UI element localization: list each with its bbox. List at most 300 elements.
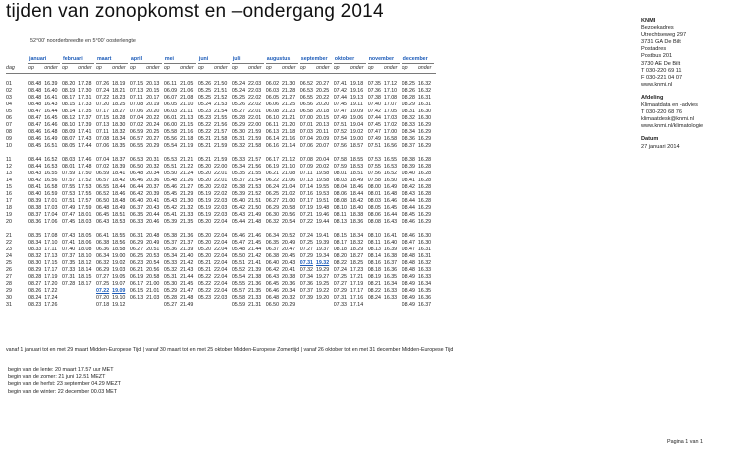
sunset-time: 22.04	[214, 274, 228, 280]
sunrise-time: 08.08	[333, 198, 347, 205]
sunset-time: 20.13	[315, 122, 330, 129]
sunrise-time: 07.53	[367, 156, 381, 163]
sunset-time: 20.45	[281, 253, 296, 260]
sunset-time: 17.55	[78, 191, 92, 198]
sunrise-time	[300, 260, 316, 267]
address-line: 3731 GA De Bilt	[641, 39, 681, 46]
sunset-time: 22.04	[214, 232, 228, 239]
sunset-time: 18.12	[78, 260, 92, 267]
onder-header: onder	[214, 64, 230, 74]
sunset-time: 19.39	[315, 239, 330, 246]
sunrise-time: 08.34	[401, 129, 415, 136]
sunrise-time: 08.05	[61, 143, 76, 149]
sunset-time: 20.58	[281, 205, 296, 211]
sidebar	[641, 18, 703, 151]
month-gap	[434, 253, 436, 260]
sunset-time: 17.22	[44, 287, 58, 294]
highlighted-time[interactable]: 07.22	[95, 287, 110, 294]
table-row	[6, 219, 436, 226]
sunrise-time: 06.37	[129, 205, 144, 211]
table-row	[6, 88, 436, 95]
sunset-time: 17.03	[383, 115, 398, 122]
op-header: op	[266, 64, 282, 74]
dept-line: T 030-220 68 76	[641, 109, 682, 116]
sunset-time: 20.04	[315, 156, 330, 163]
sunrise-time: 06.24	[265, 184, 280, 191]
sunset-time: 22.02	[248, 101, 262, 108]
sunrise-time: 08.15	[61, 101, 76, 108]
month-gap	[434, 157, 436, 164]
sunrise-time: 08.34	[28, 239, 42, 246]
sunset-time: 21.18	[281, 129, 296, 136]
sunset-time: 17.19	[44, 274, 58, 280]
sunrise-time: 05.38	[231, 184, 246, 191]
table-row	[6, 136, 436, 143]
address-line: F 030-221 04 07	[641, 74, 683, 81]
sunset-time: 20.37	[146, 184, 160, 191]
sunset-time: 16.29	[417, 122, 432, 129]
sunset-time: 21.18	[180, 136, 194, 142]
sunrise-time: 08.32	[28, 253, 42, 260]
sunrise-time: 07.34	[299, 274, 314, 280]
sunrise-time: 07.04	[299, 136, 314, 142]
day-number: 15	[6, 184, 12, 191]
date-title: Datum	[641, 136, 659, 143]
sunrise-time: 05.48	[231, 246, 246, 253]
month-gap	[434, 198, 436, 205]
sunrise-time: 06.58	[299, 108, 314, 115]
sunrise-time: 05.24	[231, 87, 246, 94]
sunset-time: 19.27	[315, 274, 330, 280]
sunrise-time	[198, 302, 214, 309]
sunrise-time: 06.52	[299, 81, 314, 87]
sunset-time: 20.29	[281, 301, 296, 308]
sunset-time: 21.29	[180, 191, 194, 198]
sunset-time: 21.54	[248, 177, 262, 184]
sunset-time: 16.45	[383, 205, 398, 211]
sunrise-time: 05.42	[163, 205, 178, 211]
sunset-time: 16.33	[383, 294, 398, 301]
sunset-time: 20.07	[315, 143, 330, 149]
month-gap	[434, 95, 436, 102]
sunrise-time: 07.29	[299, 253, 314, 260]
op-onder-header-row	[6, 64, 436, 74]
sunset-time: 19.20	[315, 294, 330, 301]
sunset-time: 19.02	[112, 260, 126, 267]
sunset-time: 18.35	[112, 143, 126, 149]
onder-header: onder	[248, 64, 264, 74]
sunset-time: 20.24	[146, 122, 160, 129]
sunrise-time: 07.49	[333, 115, 347, 122]
sunrise-time: 05.25	[197, 94, 212, 101]
sunset-time: 20.47	[281, 246, 296, 253]
org-name: KNMI	[641, 18, 656, 24]
sunset-time: 16.32	[417, 87, 432, 94]
sunrise-time: 06.48	[265, 294, 280, 301]
sunrise-time: 08.32	[401, 115, 415, 122]
sunset-time: 18.55	[112, 232, 126, 239]
sunrise-time: 05.36	[163, 246, 178, 253]
sunset-time: 20.27	[315, 81, 330, 87]
sunrise-time: 07.28	[61, 281, 76, 287]
sunrise-time: 08.22	[333, 260, 347, 267]
sunrise-time: 08.28	[28, 274, 42, 280]
sunrise-time: 06.44	[129, 184, 144, 191]
sunrise-time: 05.32	[163, 267, 178, 274]
sunset-time: 21.21	[281, 115, 296, 122]
sunset-time: 21.51	[248, 198, 262, 205]
sunrise-time: 08.43	[401, 191, 415, 198]
sunrise-time: 08.48	[401, 253, 415, 260]
sunrise-time: 05.58	[163, 129, 178, 136]
month-header-februari: februari	[62, 52, 94, 64]
sunrise-time: 06.36	[95, 246, 110, 253]
sunrise-time: 06.27	[129, 246, 144, 253]
sunset-time: 16.30	[417, 239, 432, 246]
sunset-time: 17.05	[383, 108, 398, 115]
sunrise-time: 05.54	[231, 274, 246, 280]
sunrise-time: 06.13	[265, 129, 280, 136]
sunset-time	[214, 302, 230, 309]
day-number: 16	[6, 191, 12, 198]
sunrise-time: 06.29	[129, 239, 144, 246]
sunset-time	[146, 302, 162, 309]
op-header: op	[402, 64, 418, 74]
sunrise-time: 06.32	[95, 260, 110, 267]
sunrise-time: 08.26	[401, 87, 415, 94]
table-row	[6, 95, 436, 102]
day-number: 14	[6, 177, 12, 184]
month-header-augustus: augustus	[266, 52, 298, 64]
sunset-time: 19.29	[315, 267, 330, 274]
sunrise-time: 07.02	[129, 122, 144, 129]
sunset-time: 21.49	[180, 301, 194, 308]
sunset-time: 22.03	[248, 81, 262, 87]
sunset-time: 21.40	[180, 253, 194, 260]
sunset-time: 19.25	[315, 281, 330, 287]
sunrise-time: 07.55	[367, 163, 381, 170]
sunset-time: 21.28	[281, 87, 296, 94]
sunrise-time: 07.20	[95, 294, 110, 301]
highlighted-time[interactable]: 19.32	[315, 260, 330, 267]
onder-header: onder	[112, 64, 128, 74]
sunset-time: 20.34	[281, 287, 296, 294]
table-row	[6, 212, 436, 219]
day-number: 29	[6, 287, 12, 294]
sunrise-time: 08.44	[28, 156, 42, 163]
sunset-time: 18.28	[112, 115, 126, 122]
highlighted-time[interactable]: 19.09	[112, 287, 126, 294]
sunrise-time: 07.35	[61, 260, 76, 267]
sunrise-time: 06.08	[265, 108, 280, 115]
sunset-time: 19.09	[349, 108, 364, 115]
month-header-row	[6, 52, 436, 64]
sunrise-time: 08.47	[28, 115, 42, 122]
sunset-time: 22.04	[214, 281, 228, 287]
sunset-time: 20.31	[146, 156, 160, 163]
sunset-time: 21.59	[248, 136, 262, 142]
sunrise-time: 06.27	[265, 198, 280, 205]
sunrise-time: 06.21	[265, 170, 280, 177]
sunset-time: 18.08	[78, 246, 92, 253]
sunset-time: 17.17	[44, 267, 58, 274]
month-header-november: november	[368, 52, 400, 64]
sunset-time: 20.17	[146, 94, 160, 101]
sunrise-time: 05.44	[231, 218, 246, 225]
sunrise-time: 08.48	[28, 94, 42, 101]
sunrise-time: 05.46	[231, 232, 246, 239]
sunrise-time: 06.34	[265, 232, 280, 239]
sunset-time: 17.02	[383, 122, 398, 129]
sunrise-time: 07.06	[95, 143, 110, 149]
day-number: 17	[6, 198, 12, 205]
sunrise-time: 06.48	[129, 170, 144, 177]
sunrise-time	[368, 302, 384, 309]
page-title: tijden van zonopkomst en –ondergang 2014	[6, 1, 384, 22]
sunset-time: 16.28	[417, 184, 432, 191]
sunrise-time: 08.10	[61, 122, 76, 129]
sunset-time: 18.06	[78, 239, 92, 246]
month-gap	[434, 184, 436, 191]
sunset-time: 17.30	[78, 87, 92, 94]
sunset-time: 17.31	[78, 94, 92, 101]
sunset-time: 17.57	[78, 198, 92, 205]
sunset-time: 21.39	[248, 267, 262, 274]
month-header-maart: maart	[96, 52, 128, 64]
header-spacer	[6, 52, 28, 64]
sunset-time: 21.27	[180, 184, 194, 191]
sunrise-time: 05.35	[231, 170, 246, 177]
sunset-time: 21.05	[180, 81, 194, 87]
sunset-time: 20.39	[146, 191, 160, 198]
op-header: op	[198, 64, 214, 74]
sunset-time: 21.45	[248, 239, 262, 246]
sunset-time: 20.58	[146, 274, 160, 280]
sunrise-time: 07.06	[129, 108, 144, 115]
sunset-time: 21.08	[180, 94, 194, 101]
sunset-time: 20.52	[281, 232, 296, 239]
sunset-time: 19.46	[315, 212, 330, 218]
sunrise-time: 08.48	[401, 260, 415, 267]
sunset-time: 19.58	[315, 177, 330, 184]
sunrise-time: 06.42	[265, 267, 280, 274]
sunrise-time: 06.25	[129, 253, 144, 260]
sunset-time: 19.51	[315, 198, 330, 205]
sunrise-time: 08.04	[333, 184, 347, 191]
sunset-time: 20.15	[315, 115, 330, 122]
day-number: 18	[6, 205, 12, 211]
sunset-time: 16.41	[383, 232, 398, 239]
address-line: T 030-220 69 11	[641, 67, 682, 74]
sunset-time: 21.59	[248, 129, 262, 136]
sunrise-time: 07.21	[299, 212, 314, 218]
sunrise-time: 08.49	[401, 294, 415, 301]
sunrise-time: 08.14	[367, 253, 381, 260]
sunrise-time: 05.58	[231, 294, 246, 301]
sunrise-time: 08.46	[28, 136, 42, 142]
sunrise-time: 06.03	[265, 87, 280, 94]
dept-line: Klimaatdata en -advies	[641, 102, 698, 109]
sunrise-time: 08.35	[28, 232, 42, 239]
sunrise-time: 06.55	[95, 184, 110, 191]
onder-header: onder	[180, 64, 196, 74]
sunset-time: 16.46	[44, 122, 58, 129]
sunrise-time: 06.11	[265, 122, 279, 129]
sunset-time: 16.29	[417, 143, 432, 149]
spacer-row	[6, 226, 436, 233]
table-row	[6, 102, 436, 109]
dept-line: www.knmi.nl/klimatologie	[641, 123, 704, 130]
sunset-time: 18.44	[349, 191, 364, 198]
sunrise-time: 08.06	[333, 191, 347, 198]
sunset-time: 18.30	[112, 122, 126, 129]
sunrise-time: 08.47	[401, 239, 415, 246]
sunset-time: 22.03	[214, 294, 228, 301]
sunrise-time: 08.11	[333, 212, 347, 218]
sunset-time: 17.15	[44, 260, 58, 267]
sunrise-time: 06.41	[95, 232, 110, 239]
sunset-time: 16.35	[417, 287, 432, 294]
sunset-time: 17.08	[383, 94, 398, 101]
sunset-time: 19.07	[112, 281, 126, 287]
sunrise-time: 07.53	[61, 191, 76, 198]
sunrise-time: 08.03	[367, 198, 381, 205]
sunrise-time: 06.50	[265, 301, 280, 308]
sunrise-time: 05.27	[163, 301, 178, 308]
sunset-time: 19.16	[349, 87, 364, 94]
sunrise-time: 08.48	[28, 87, 42, 94]
sunrise-time: 05.54	[163, 143, 178, 149]
sunrise-time: 08.48	[28, 81, 42, 87]
sunset-time: 20.02	[315, 163, 330, 170]
sunset-time: 20.49	[146, 239, 160, 246]
sunset-time: 16.28	[417, 170, 432, 177]
sunrise-time: 07.41	[61, 239, 76, 246]
table-row	[6, 129, 436, 136]
sunset-time: 20.13	[146, 81, 160, 87]
sunset-time: 18.42	[112, 177, 126, 184]
month-gap	[434, 295, 436, 302]
sunset-time: 16.33	[417, 274, 432, 280]
season-line: begin van de lente: 20 maart 17.57 uur MET	[8, 367, 114, 373]
sunset-time: 16.43	[44, 101, 58, 108]
sunrise-time: 05.21	[197, 260, 212, 267]
sunset-time: 21.35	[180, 218, 194, 225]
sunrise-time: 06.03	[163, 108, 178, 115]
sunrise-time: 06.46	[265, 287, 280, 294]
sunrise-time: 08.25	[401, 81, 415, 87]
address-line: Bezoekadres	[641, 25, 674, 32]
sunrise-time	[130, 302, 146, 309]
sunrise-time: 07.08	[95, 136, 110, 142]
sunrise-time: 05.31	[163, 274, 178, 280]
sunrise-time: 05.43	[231, 212, 246, 218]
sunset-time: 17.07	[383, 101, 398, 108]
month-header-oktober: oktober	[334, 52, 366, 64]
sunrise-time: 07.04	[129, 115, 144, 122]
sunrise-time: 07.44	[367, 115, 381, 122]
sunset-time: 22.04	[214, 239, 228, 246]
sunrise-time: 06.30	[265, 212, 280, 218]
month-gap	[434, 102, 436, 109]
sunrise-time: 05.30	[231, 129, 246, 136]
sunrise-time: 08.37	[401, 143, 415, 149]
sunset-time: 21.11	[180, 108, 193, 115]
sunset-time: 21.56	[248, 163, 262, 170]
sunset-time: 18.15	[78, 274, 92, 280]
sunset-time: 19.00	[112, 253, 126, 260]
sunset-time: 17.14	[349, 301, 364, 308]
sunrise-time: 07.37	[61, 253, 76, 260]
sunrise-time: 05.33	[163, 260, 178, 267]
sunset-time: 20.32	[281, 294, 296, 301]
sunrise-time: 06.17	[265, 156, 280, 163]
sunrise-time: 08.40	[401, 170, 415, 177]
sunrise-time: 06.38	[265, 253, 280, 260]
sunrise-time: 07.22	[299, 218, 314, 225]
sunrise-time: 06.05	[265, 94, 280, 101]
sunset-time: 16.30	[417, 108, 432, 115]
sunrise-time: 07.49	[367, 136, 381, 142]
sunset-time: 16.49	[383, 184, 398, 191]
sunset-time: 16.32	[417, 260, 432, 267]
sunset-time: 16.28	[417, 191, 432, 198]
day-number: 30	[6, 294, 12, 301]
table-row	[6, 81, 436, 88]
sunset-time: 22.03	[248, 87, 262, 94]
timezone-footnote: vanaf 1 januari tot en met 29 maart Midden-Europese Tijd | vanaf 30 maart tot en met 25 oktober Midden-Europese Zomertijd | vanaf 26 oktober tot en met 31 december Midden-Europese Tijd	[6, 347, 454, 353]
sunrise-time: 06.16	[265, 143, 280, 149]
sunrise-time: 06.22	[265, 177, 280, 184]
sunset-time: 18.36	[349, 218, 364, 225]
sunrise-time: 08.13	[333, 218, 347, 225]
sunset-time: 16.30	[417, 115, 432, 122]
sunset-time: 17.33	[78, 101, 92, 108]
sunset-time: 21.06	[180, 87, 194, 94]
sunset-time: 16.51	[44, 143, 58, 149]
sunrise-time: 07.47	[333, 108, 347, 115]
sunrise-time: 07.06	[299, 143, 314, 149]
sunset-time: 18.19	[112, 81, 126, 87]
sunset-time: 21.58	[248, 143, 262, 149]
sunset-time: 20.11	[315, 129, 329, 136]
day-number: 31	[6, 301, 12, 308]
sunset-time: 18.53	[349, 163, 364, 170]
sunset-time: 16.29	[417, 136, 432, 142]
sunrise-time: 07.15	[129, 81, 144, 87]
sunset-time: 20.43	[146, 205, 160, 211]
sunset-time: 17.48	[78, 163, 92, 170]
sunset-time: 18.46	[349, 184, 364, 191]
sunset-time: 17.46	[78, 156, 92, 163]
sunrise-time: 07.56	[333, 143, 347, 149]
sunset-time: 18.44	[112, 184, 126, 191]
sunset-time: 17.41	[78, 129, 92, 136]
day-number: 19	[6, 212, 12, 218]
sunset-time: 21.36	[248, 281, 262, 287]
highlighted-time[interactable]: 07.31	[299, 260, 314, 267]
sunrise-time: 07.17	[95, 108, 110, 115]
onder-header: onder	[316, 64, 332, 74]
sunset-time: 19.05	[112, 274, 126, 280]
sunrise-time: 08.36	[28, 218, 42, 225]
sunset-time: 19.48	[315, 205, 330, 211]
sunset-time: 20.25	[315, 87, 330, 94]
day-number: 28	[6, 281, 12, 287]
sunrise-time: 08.28	[401, 94, 415, 101]
sunset-time: 18.46	[112, 191, 126, 198]
sunset-time: 21.48	[248, 218, 262, 225]
